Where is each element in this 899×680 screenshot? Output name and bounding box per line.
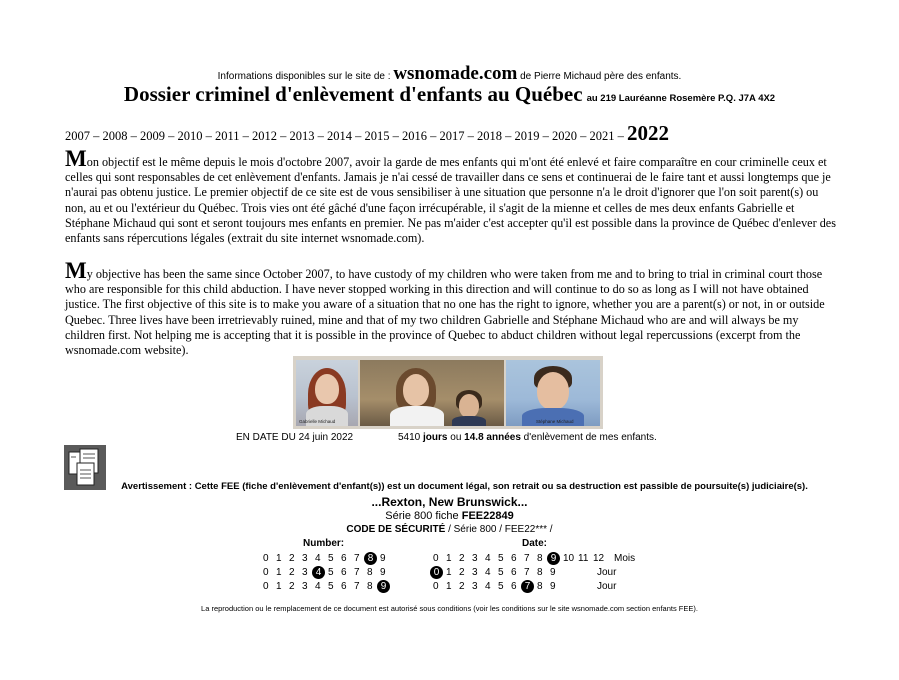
footer-conditions: La reproduction ou le remplacement de ce document est autorisé sous conditions (voir les conditions sur le site wsnomade.com section enfants FEE). xyxy=(201,604,698,613)
date-digit: 2 xyxy=(459,581,465,592)
dropcap-en: M xyxy=(65,258,87,283)
date-digit: 6 xyxy=(511,581,517,592)
paragraph-english xyxy=(65,258,840,358)
days-label: jours xyxy=(423,432,448,443)
code-row xyxy=(263,552,635,566)
years-line xyxy=(65,121,669,146)
date-digit: 8 xyxy=(537,581,543,592)
number-digit: 7 xyxy=(354,553,360,564)
children-photo-strip xyxy=(293,356,603,429)
date-digit: 1 xyxy=(446,567,452,578)
date-selected-digit: 9 xyxy=(550,552,563,565)
number-selected-digit: 4 xyxy=(315,566,328,579)
security-code-line xyxy=(0,524,899,535)
date-digit: 2 xyxy=(459,567,465,578)
caption-stephane: Stéphane Michaud xyxy=(536,419,574,424)
date-digit: 7 xyxy=(524,567,530,578)
security-code-rest: / Série 800 / FEE22*** / xyxy=(448,524,553,535)
serie-prefix: Série 800 fiche xyxy=(385,510,459,522)
number-digit: 7 xyxy=(354,567,360,578)
date-digit: 7 xyxy=(524,553,530,564)
number-digit: 5 xyxy=(328,581,334,592)
number-digit: 2 xyxy=(289,581,295,592)
title-address: au 219 Lauréanne Rosemère P.Q. J7A 4X2 xyxy=(586,93,776,104)
number-digit: 2 xyxy=(289,567,295,578)
date-unit-label: Jour xyxy=(597,567,617,578)
number-digit: 0 xyxy=(263,553,269,564)
caption-gabrielle: Gabrielle Michaud xyxy=(299,419,336,424)
date-digit: 6 xyxy=(511,567,517,578)
current-year: 2022 xyxy=(627,121,670,145)
number-digit: 6 xyxy=(341,553,347,564)
number-digit: 5 xyxy=(328,567,334,578)
number-digit: 7 xyxy=(354,581,360,592)
number-digit: 2 xyxy=(289,553,295,564)
dropcap-fr: M xyxy=(65,146,87,171)
number-digit: 4 xyxy=(315,553,321,564)
date-selected-digit: 7 xyxy=(524,580,537,593)
number-digit: 0 xyxy=(263,581,269,592)
abduction-duration xyxy=(398,432,657,443)
photo-stephane xyxy=(506,360,600,426)
date-digit: 9 xyxy=(550,581,556,592)
date-digit: 3 xyxy=(472,581,478,592)
date-extra-value: 10 xyxy=(563,553,575,564)
date-digit: 4 xyxy=(485,567,491,578)
date-digit: 8 xyxy=(537,553,543,564)
code-row xyxy=(263,580,616,594)
legal-notice: Avertissement : Cette FEE (fiche d'enlèvement d'enfant(s)) est un document légal, son retrait ou sa destruction est passible de poursuite(s) judiciaire(s). xyxy=(121,481,808,492)
date-unit-label: Mois xyxy=(614,553,636,564)
date-digit: 9 xyxy=(550,567,556,578)
date-as-of: EN DATE DU 24 juin 2022 xyxy=(236,432,354,443)
date-digit: 1 xyxy=(446,581,452,592)
photo-group xyxy=(360,360,504,426)
date-selected-digit: 0 xyxy=(433,566,446,579)
date-digit: 5 xyxy=(498,553,504,564)
header-suffix: de Pierre Michaud père des enfants. xyxy=(520,71,682,82)
number-digit: 9 xyxy=(380,553,386,564)
date-digit: 2 xyxy=(459,553,465,564)
date-digit: 3 xyxy=(472,567,478,578)
date-extra-value: 11 xyxy=(578,553,589,564)
number-label: Number: xyxy=(303,538,345,549)
date-extra-value: 12 xyxy=(593,553,605,564)
header-prefix: Informations disponibles sur le site de : xyxy=(217,71,391,82)
photo-gabrielle xyxy=(296,360,358,426)
date-digit: 6 xyxy=(511,553,517,564)
security-code-label: CODE DE SÉCURITÉ xyxy=(346,524,446,535)
number-digit: 1 xyxy=(276,553,282,564)
date-digit: 1 xyxy=(446,553,452,564)
page-title xyxy=(0,82,899,107)
date-label: Date: xyxy=(522,538,548,549)
title-main: Dossier criminel d'enlèvement d'enfants au Québec xyxy=(123,82,583,106)
date-unit-label: Jour xyxy=(597,581,617,592)
number-digit: 8 xyxy=(367,567,373,578)
site-link[interactable]: wsnomade.com xyxy=(393,63,518,84)
number-digit: 3 xyxy=(302,567,308,578)
number-selected-digit: 8 xyxy=(367,552,380,565)
date-digit: 8 xyxy=(537,567,543,578)
date-digit: 4 xyxy=(485,581,491,592)
number-digit: 3 xyxy=(302,581,308,592)
serie-line xyxy=(0,510,899,522)
date-digit: 4 xyxy=(485,553,491,564)
paragraph-french xyxy=(65,146,840,246)
number-digit: 4 xyxy=(315,581,321,592)
number-digit: 6 xyxy=(341,567,347,578)
date-digit: 5 xyxy=(498,567,504,578)
number-digit: 1 xyxy=(276,567,282,578)
number-digit: 0 xyxy=(263,567,269,578)
paragraph-french-text: on objectif est le même depuis le mois d'octobre 2007, avoir la garde de mes enfants qui m'ont été enlevé et faire comparaître en cour criminelle ceux et celles qui sont responsables de cet enlèvement d'enfants. Jamais je n'ai cessé de travailler dans ce sens et continuerai de le faire tant et aussi longtemps que je n'aurai pas obtenu justice. Le premier objectif de ce site est de vous sensibiliser à une situation que personne n'a le droit d'ignorer que l'on soit parent(s) ou non, au et ou l'extérieur du Québec. Trois vies ont été gâché d'une façon irrécupérable, il s'agit de la mienne et celles de mes deux enfants Gabrielle et Stéphane Michaud qui sont et seront toujours mes enfants en premier. Ne pas m'aider c'est accepter qu'il est possible dans la province de Québec d'enlever des enfants sans répercutions légales (extrait du site internet wsnomade.com). xyxy=(65,155,836,246)
number-selected-digit: 9 xyxy=(380,580,393,593)
fiche-number: FEE22849 xyxy=(461,510,514,522)
years-list: 2007 – 2008 – 2009 – 2010 – 2011 – 2012 – 2013 – 2014 – 2015 – 2016 – 2017 – 2018 – 2019 – 2020 – 2021 – xyxy=(65,129,624,143)
date-digit: 5 xyxy=(498,581,504,592)
or-label: ou xyxy=(450,432,462,443)
date-digit: 0 xyxy=(433,581,439,592)
number-digit: 5 xyxy=(328,553,334,564)
number-digit: 1 xyxy=(276,581,282,592)
duration-tail: d'enlèvement de mes enfants. xyxy=(523,432,657,443)
code-row xyxy=(263,566,616,580)
number-digit: 6 xyxy=(341,581,347,592)
paragraph-english-text: y objective has been the same since October 2007, to have custody of my children who were taken from me and to bring to trial in criminal court those who are responsible for this child abduction. I have never stopped working in this direction and will continue to do so as long as I will not have obtained justice. The first objective of this site is to make you aware of a situation that no one has the right to ignore, whether you are a parent(s) or not, in or outside Quebec. Three lives have been irretrievably ruined, mine and that of my two children Gabrielle and Stéphane Michaud who are and will always be my children first. Not helping me is accepting that it is possible in the province of Quebec to abduct children without legal repercussions (excerpt from the wsnomade.com website). xyxy=(65,267,825,358)
years-count: 14.8 années xyxy=(464,432,521,443)
days-count: 5410 xyxy=(398,432,421,443)
number-digit: 3 xyxy=(302,553,308,564)
location: ...Rexton, New Brunswick... xyxy=(371,495,528,509)
date-digit: 0 xyxy=(433,553,439,564)
date-digit: 3 xyxy=(472,553,478,564)
number-digit: 8 xyxy=(367,581,373,592)
number-digit: 9 xyxy=(380,567,386,578)
